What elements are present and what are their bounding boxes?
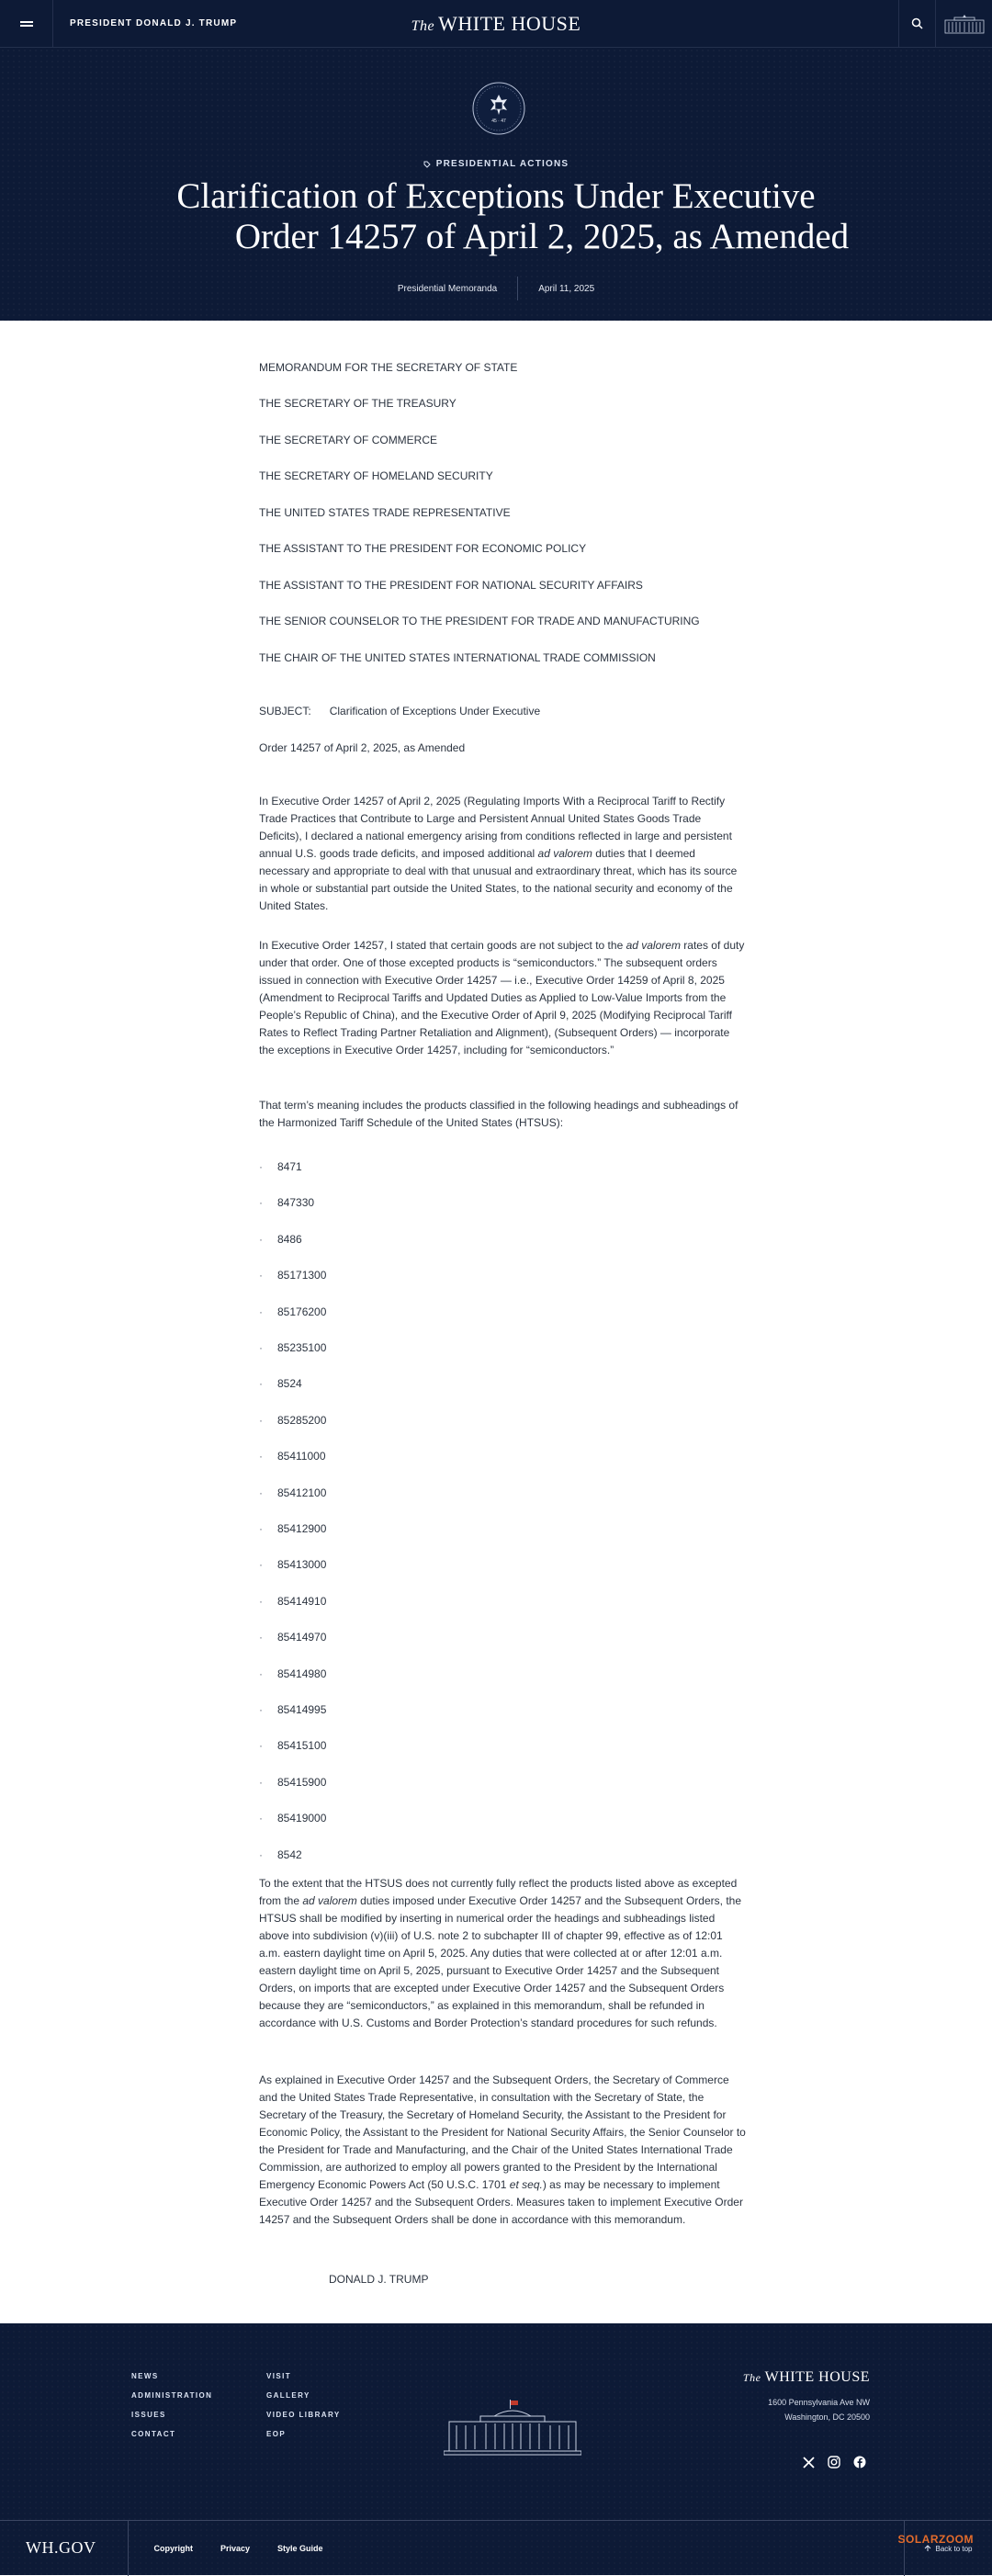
arrow-up-icon [924,2545,931,2552]
footer-link-administration[interactable]: ADMINISTRATION [131,2391,213,2400]
footer-address [743,2369,870,2424]
bullet-icon: · [259,1703,263,1716]
footer-title-the: The [742,2371,761,2384]
bullet-icon: · [259,1341,263,1354]
hts-code-item [259,1810,326,1827]
addressee-line: THE SECRETARY OF THE TREASURY [259,397,457,410]
address-line-2: Washington, DC 20500 [784,2412,870,2422]
hts-code: 85415100 [277,1739,327,1753]
paragraph-2: In Executive Order 14257, I stated that certain goods are not subject to the ad valorem rates of duty under that order. One of those excepted products is “semiconductors.” The subsequent orders issued in connection with Executive Order 14257 — i.e., Executive Order 14259 of April 8, 2025 (Amendment to Reciprocal Tariffs and Updated Duties as Applied to Low-Value Imports from the People’s Republic of China), and the Executive Order of April 9, 2025 (Modifying Reciprocal Tariff Rates to Reflect Trading Partner Retaliation and Alignment), (Subsequent Orders) — incorporate the exceptions in Executive Order 14257, including for “semiconductors.” [259,939,745,1056]
hts-code: 85414995 [277,1703,327,1716]
hts-code-item [259,1520,326,1538]
social-links [800,2454,868,2470]
wh-gov-link[interactable]: WH.GOV [0,2521,129,2576]
footer-link-issues[interactable]: ISSUES [131,2411,166,2419]
president-link[interactable]: PRESIDENT DONALD J. TRUMP [70,18,238,28]
white-house-logo[interactable] [935,0,992,47]
meta-divider [517,277,518,300]
hts-code-item [259,1593,326,1610]
category-link[interactable]: PRESIDENTIAL ACTIONS [435,159,569,169]
footer-link-gallery[interactable]: GALLERY [266,2391,310,2400]
site-footer [0,2323,992,2575]
category-tag [0,159,992,169]
bullet-icon: · [259,1196,263,1210]
hts-code-item [259,1267,326,1284]
hts-code-item [259,1304,326,1321]
article-date: April 11, 2025 [538,283,595,294]
addressee-line: THE SECRETARY OF HOMELAND SECURITY [259,469,493,482]
privacy-link[interactable]: Privacy [220,2543,251,2553]
white-house-illustration-icon [444,2400,581,2457]
hts-code-item [259,1412,326,1429]
hts-code: 85414980 [277,1666,327,1680]
hamburger-icon [20,21,33,23]
x-icon [803,2457,815,2469]
footer-legal-links [129,2544,323,2553]
hts-code: 8471 [277,1160,302,1173]
footer-title-main: WHITE HOUSE [764,2369,870,2385]
bullet-icon: · [259,1775,263,1789]
page-title [0,176,992,257]
site-title-main: WHITE HOUSE [438,12,581,35]
footer-link-visit[interactable]: VISIT [266,2372,292,2380]
bullet-icon: · [259,1305,263,1318]
footer-title[interactable] [743,2369,870,2386]
instagram-icon [828,2456,840,2469]
hts-code-item [259,1666,326,1683]
tag-icon [423,161,431,168]
bullet-icon: · [259,1631,263,1644]
hts-code-item [259,1448,326,1465]
signature: DONALD J. TRUMP [329,2273,429,2286]
hts-code: 8524 [277,1377,302,1391]
paragraph-5: As explained in Executive Order 14257 and the Subsequent Orders, the Secretary of Commerce and the United States Trade Representative, in consultation with the Secretary of State, the Secretary of the Treasury, the Secretary of Homeland Security, the Assistant to the President for Economic Policy, the Assistant to the President for National Security Affairs, the Senior Counselor to the President for Trade and Manufacturing, and the Chair of the United States International Trade Commission, are authorized to employ all powers granted to the President by the International Emergency Economic Powers Act (50 U.S.C. 1701 et seq.) as may be necessary to implement Executive Order 14257 and the Subsequent Orders. Measures taken to implement Executive Order 14257 and the Subsequent Orders shall be done in accordance with this memorandum. [259,2073,746,2226]
footer-link-news[interactable]: NEWS [131,2372,159,2380]
hts-code: 847330 [277,1196,315,1210]
search-button[interactable] [898,0,935,47]
copyright-link[interactable]: Copyright [153,2543,193,2553]
bullet-icon: · [259,1558,263,1572]
footer-link-contact[interactable]: CONTACT [131,2430,176,2438]
addressee-line: THE UNITED STATES TRADE REPRESENTATIVE [259,506,511,519]
hts-code-item [259,1737,326,1755]
page-title-line2: Order 14257 of April 2, 2025, as Amended [234,217,850,256]
hts-code: 85415900 [277,1775,327,1789]
subject-line-2: Order 14257 of April 2, 2025, as Amended [259,741,466,754]
presidential-seal-icon [472,82,525,135]
article-body [0,321,992,2323]
hts-code-item [259,1485,326,1502]
bullet-icon: · [259,1450,263,1463]
subject-text: Clarification of Exceptions Under Executive [329,705,541,717]
site-title-the: The [411,18,435,34]
bullet-icon: · [259,1232,263,1246]
hts-code: 85414910 [277,1594,327,1608]
footer-link-eop[interactable]: EOP [266,2430,287,2438]
hts-code: 85414970 [277,1631,327,1644]
hts-code: 85285200 [277,1413,327,1427]
bullet-icon: · [259,1160,263,1173]
address-line-1: 1600 Pennsylvania Ave NW [768,2398,870,2407]
hts-code-item [259,1158,302,1176]
back-to-top-button[interactable] [904,2521,992,2576]
bullet-icon: · [259,1847,263,1861]
hts-code-item [259,1375,302,1393]
hts-code: 8542 [277,1847,302,1861]
hts-code-item [259,1231,302,1248]
footer-link-video-library[interactable]: VIDEO LIBRARY [266,2411,341,2419]
hts-code: 85235100 [277,1341,327,1354]
hts-code: 85411000 [277,1450,326,1463]
back-to-top-label: Back to top [935,2544,973,2553]
facebook-social-link[interactable] [851,2454,868,2470]
addressee-line: THE CHAIR OF THE UNITED STATES INTERNATIONAL TRADE COMMISSION [259,651,656,664]
addressee-line: THE SENIOR COUNSELOR TO THE PRESIDENT FOR TRADE AND MANUFACTURING [259,615,700,627]
footer-bottom-bar [0,2520,992,2575]
bullet-icon: · [259,1666,263,1680]
hts-code: 85419000 [277,1812,327,1825]
paragraph-1: In Executive Order 14257 of April 2, 2025 (Regulating Imports With a Reciprocal Tariff to Rectify Trade Practices that Contribute to Large and Persistent Annual United States Goods Trade Deficits), I declared a national emergency arising from conditions reflected in large and persistent annual U.S. goods trade deficits, and imposed additional ad valorem duties that I deemed necessary and appropriate to deal with that unusual and extraordinary threat, which has its source in whole or substantial part outside the United States, to the national security and economy of the United States. [259,795,738,912]
seal-text: 45 · 47 [491,119,506,124]
hts-code-item [259,1194,314,1212]
search-icon [911,17,923,29]
article-meta [0,277,992,300]
watermark: SOLARZOOM [897,2533,974,2546]
menu-button[interactable] [0,0,53,47]
subject-line [259,703,540,720]
site-header [0,0,992,48]
footer-nav-secondary [266,2372,341,2449]
paragraph-4: To the extent that the HTSUS does not currently fully reflect the products listed above as excepted from the ad valorem duties imposed under Executive Order 14257 and the Subsequent Orders, the HTSUS shall be modified by inserting in numerical order the headings and subheadings listed above into subdivision (v)(iii) of U.S. note 2 to subchapter III of chapter 99, effective as of 12:01 a.m. eastern daylight time on April 5, 2025. Any duties that were collected at or after 12:01 a.m. eastern daylight time on April 5, 2025, pursuant to Executive Order 14257 and the Subsequent Orders, on imports that are excepted under Executive Order 14257 and the Subsequent Orders because they are “semiconductors,” as explained in this memorandum, shall be refunded in accordance with U.S. Customs and Border Protection’s standard procedures for such refunds. [259,1877,741,2029]
hts-code-item [259,1847,302,1864]
addressee-line: MEMORANDUM FOR THE SECRETARY OF STATE [259,361,518,374]
bullet-icon: · [259,1812,263,1825]
style-guide-link[interactable]: Style Guide [277,2543,323,2553]
hts-code: 8486 [277,1232,302,1246]
article-type-link[interactable]: Presidential Memoranda [397,283,498,294]
paragraph-3: That term’s meaning includes the products classified in the following headings and subheadings of the Harmonized Tariff Schedule of the United States (HTSUS): [259,1099,738,1129]
addressee-line: THE SECRETARY OF COMMERCE [259,434,438,446]
facebook-icon [853,2456,866,2469]
hts-code-item [259,1556,326,1574]
hts-code-item [259,1629,326,1646]
addressee-line: THE ASSISTANT TO THE PRESIDENT FOR ECONOMIC POLICY [259,542,587,555]
hts-code-item [259,1339,326,1357]
hts-code: 85413000 [277,1558,327,1572]
hts-code: 85176200 [277,1305,327,1318]
instagram-social-link[interactable] [826,2454,842,2470]
bullet-icon: · [259,1739,263,1753]
bullet-icon: · [259,1522,263,1535]
article-hero [0,48,992,321]
hts-code: 85412900 [277,1522,327,1535]
page-title-line1: Clarification of Exceptions Under Executive [176,176,816,216]
footer-nav-primary [131,2372,212,2449]
subject-label: SUBJECT: [259,705,311,717]
bullet-icon: · [259,1413,263,1427]
bullet-icon: · [259,1269,263,1282]
addressee-line: THE ASSISTANT TO THE PRESIDENT FOR NATIONAL SECURITY AFFAIRS [259,579,643,592]
bullet-icon: · [259,1486,263,1499]
white-house-home-link[interactable] [411,12,581,36]
bullet-icon: · [259,1377,263,1391]
hts-code-item [259,1774,326,1791]
white-house-building-icon [943,13,986,35]
hts-code: 85412100 [277,1486,327,1499]
hts-code-item [259,1701,326,1719]
x-social-link[interactable] [800,2454,817,2470]
hts-code: 85171300 [277,1269,327,1282]
bullet-icon: · [259,1594,263,1608]
